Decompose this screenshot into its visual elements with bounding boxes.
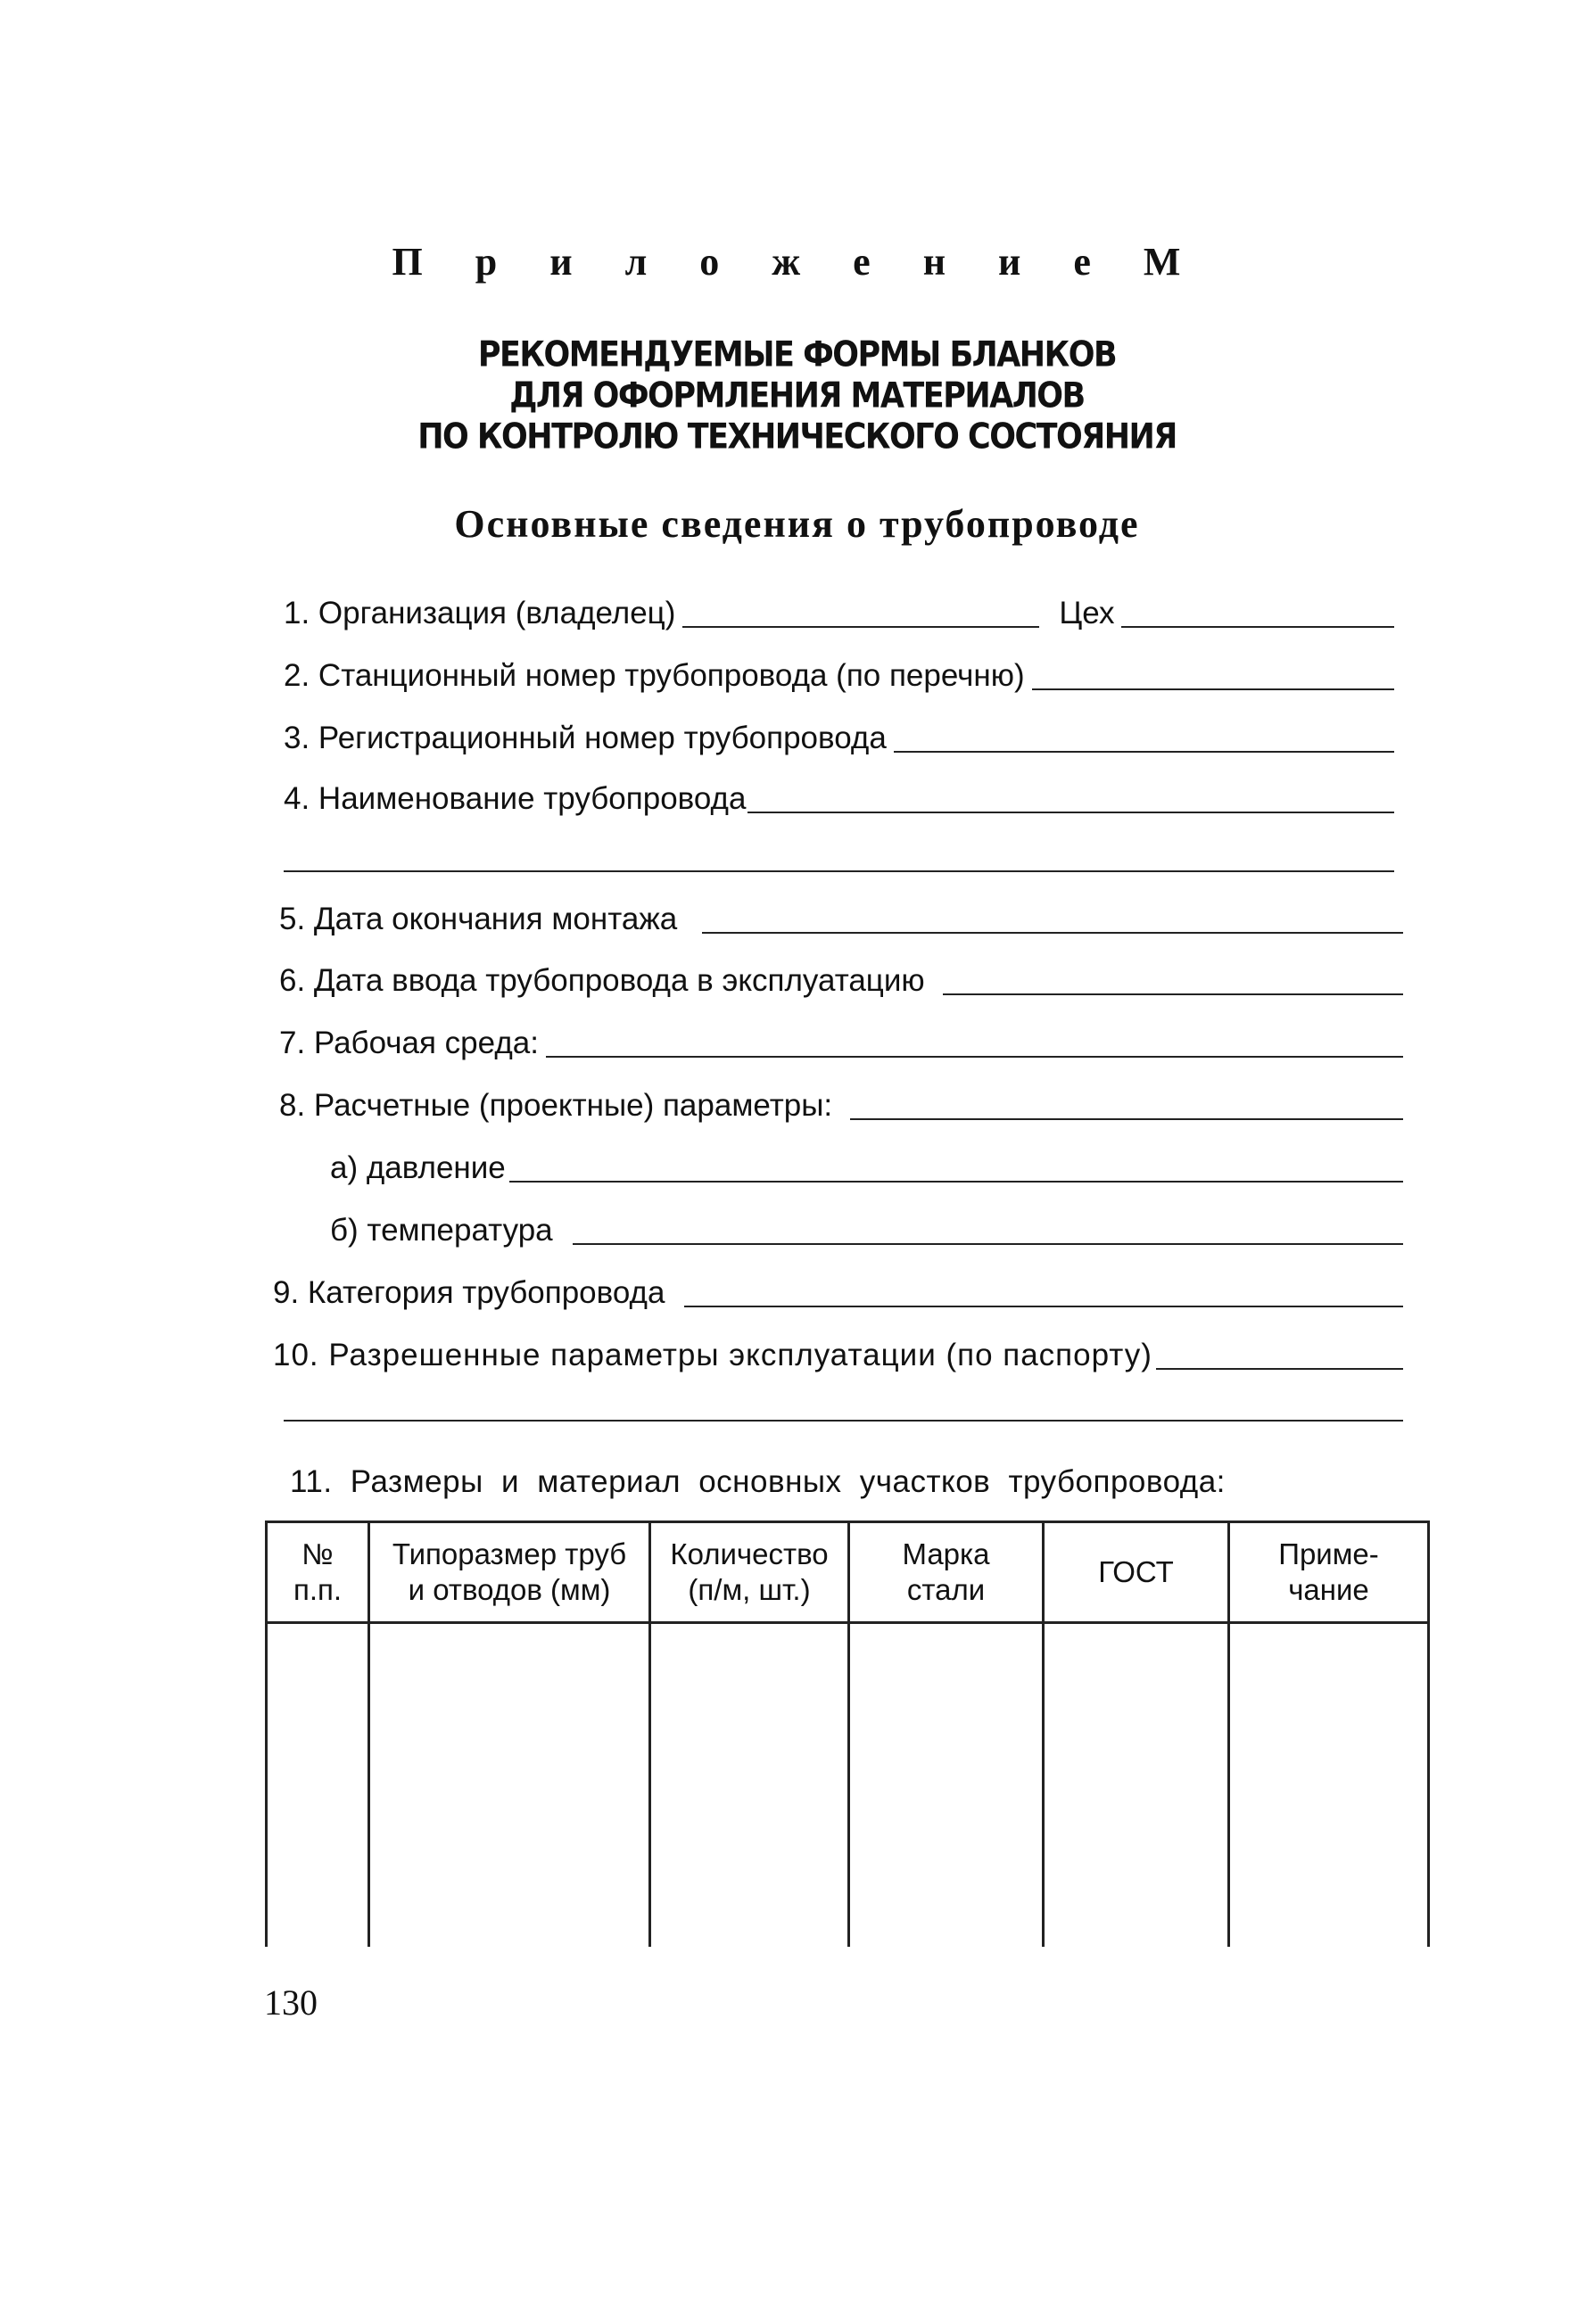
field-category-blank[interactable]: [684, 1297, 1403, 1307]
header-gost: ГОСТ: [1044, 1522, 1229, 1623]
field-category-label: 9. Категория трубопровода: [273, 1275, 665, 1310]
field-working-medium-blank[interactable]: [546, 1047, 1403, 1058]
field-registration-number-row: [284, 713, 1394, 756]
field-organization-label: 1. Организация (владелец): [284, 596, 676, 630]
form-subtitle: Основные сведения о трубопроводе: [454, 502, 1140, 546]
header-number: № п.п.: [267, 1522, 369, 1623]
pipeline-sections-table: [265, 1520, 1430, 1947]
field-temperature-label: б) температура: [330, 1213, 553, 1248]
field-sections-label: 11. Размеры и материал основных участков трубопровода:: [290, 1464, 1226, 1499]
field-permitted-parameters-extra-blank[interactable]: [284, 1418, 1403, 1422]
heading-line-2: ДЛЯ ОФОРМЛЕНИЯ МАТЕРИАЛОВ: [509, 375, 1085, 416]
header-note: Приме- чание: [1229, 1522, 1429, 1623]
field-organization-row: [284, 589, 1394, 631]
cell-quantity[interactable]: [650, 1623, 849, 1948]
table-row: [267, 1623, 1429, 1948]
field-pipeline-name-extra-blank[interactable]: [284, 869, 1394, 872]
field-station-number-row: [284, 651, 1394, 694]
field-pressure-blank[interactable]: [509, 1172, 1403, 1183]
field-sections-row: [290, 1457, 1405, 1500]
field-installation-date-label: 5. Дата окончания монтажа: [279, 902, 678, 936]
heading-line-3: ПО КОНТРОЛЮ ТЕХНИЧЕСКОГО СОСТОЯНИЯ: [417, 416, 1177, 457]
field-pipeline-name-label: 4. Наименование трубопровода: [284, 781, 747, 816]
page-number: 130: [264, 1982, 318, 2023]
table-header-row: [267, 1522, 1429, 1623]
field-design-parameters-row: [279, 1081, 1403, 1124]
cell-gost[interactable]: [1044, 1623, 1229, 1948]
cell-pipe-size[interactable]: [369, 1623, 650, 1948]
field-permitted-parameters-label: 10. Разрешенные параметры эксплуатации (по паспорту): [273, 1338, 1152, 1372]
field-commissioning-date-label: 6. Дата ввода трубопровода в эксплуатацию: [279, 963, 925, 998]
header-quantity: Количество (п/м, шт.): [650, 1522, 849, 1623]
field-station-number-label: 2. Станционный номер трубопровода (по перечню): [284, 658, 1025, 693]
field-pressure-label: а) давление: [330, 1150, 506, 1185]
field-working-medium-label: 7. Рабочая среда:: [279, 1026, 539, 1060]
cell-steel-grade[interactable]: [849, 1623, 1044, 1948]
field-pipeline-name-row: [284, 774, 1394, 817]
field-working-medium-row: [279, 1018, 1403, 1061]
cell-number[interactable]: [267, 1623, 369, 1948]
field-commissioning-date-blank[interactable]: [943, 985, 1403, 995]
field-registration-number-label: 3. Регистрационный номер трубопровода: [284, 721, 887, 755]
field-pipeline-name-blank[interactable]: [747, 803, 1394, 813]
field-installation-date-row: [279, 894, 1403, 937]
field-category-row: [273, 1268, 1403, 1311]
field-permitted-parameters-row: [273, 1331, 1403, 1373]
header-pipe-size: Типоразмер труб и отводов (мм): [369, 1522, 650, 1623]
field-design-parameters-label: 8. Расчетные (проектные) параметры:: [279, 1088, 833, 1123]
heading-line-1: РЕКОМЕНДУЕМЫЕ ФОРМЫ БЛАНКОВ: [477, 334, 1117, 375]
field-station-number-blank[interactable]: [1032, 680, 1394, 690]
field-workshop-label: Цех: [1059, 596, 1115, 630]
appendix-label: П р и л о ж е н и е М: [392, 240, 1202, 284]
field-installation-date-blank[interactable]: [702, 923, 1403, 934]
field-permitted-parameters-blank[interactable]: [1156, 1359, 1403, 1370]
field-temperature-blank[interactable]: [573, 1234, 1403, 1245]
field-organization-blank[interactable]: [682, 617, 1039, 628]
field-temperature-row: [330, 1206, 1403, 1249]
field-workshop-blank[interactable]: [1121, 617, 1394, 628]
header-steel-grade: Марка стали: [849, 1522, 1044, 1623]
cell-note[interactable]: [1229, 1623, 1429, 1948]
field-pressure-row: [330, 1143, 1403, 1186]
field-design-parameters-blank[interactable]: [850, 1109, 1403, 1120]
field-registration-number-blank[interactable]: [894, 742, 1394, 753]
field-commissioning-date-row: [279, 956, 1403, 999]
